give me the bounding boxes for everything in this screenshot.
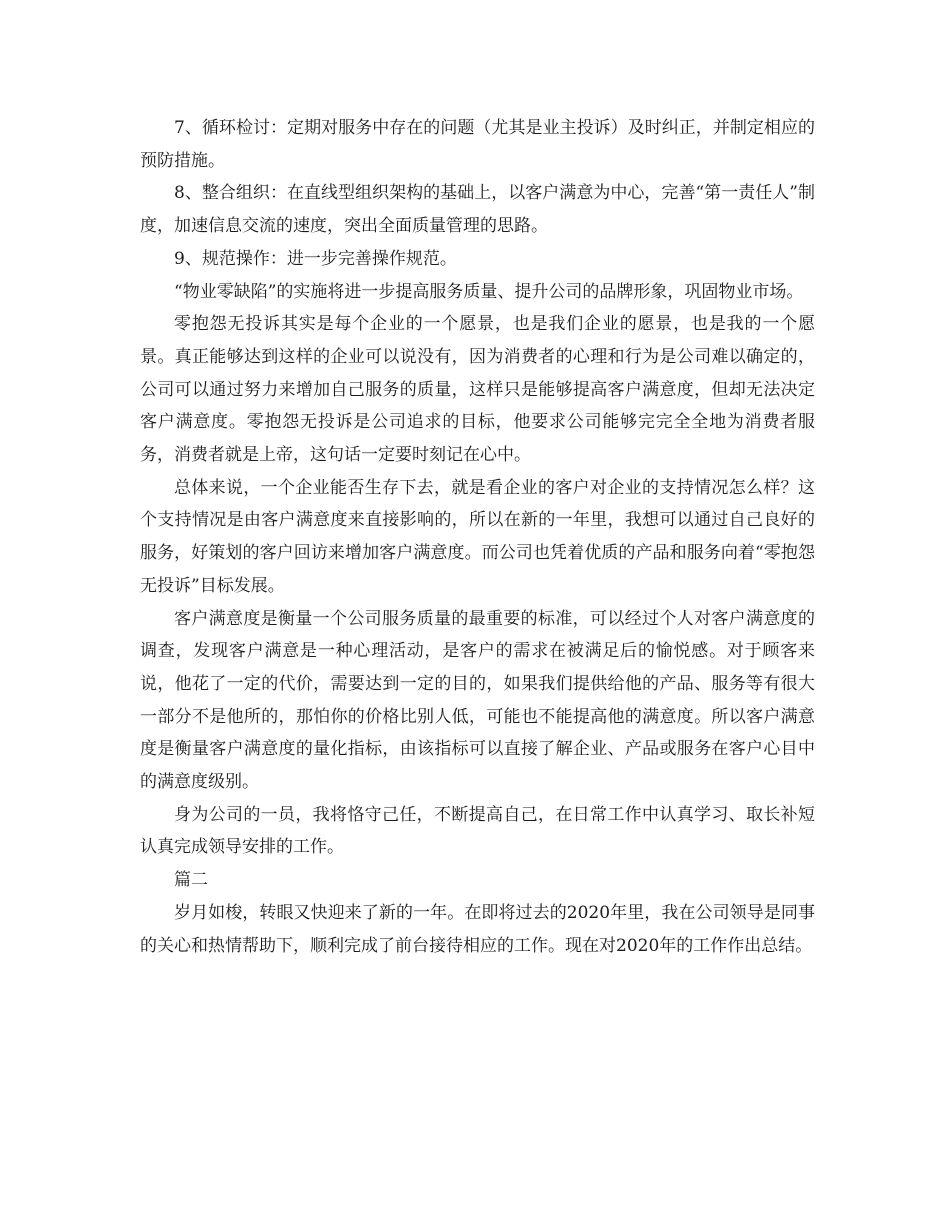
section-heading-part-two: 篇二 [174,870,208,891]
paragraph-item-9: 9、规范操作：进一步完善操作规范。 [174,248,457,269]
paragraph-zero-complaint-vision: 零抱怨无投诉其实是每个企业的一个愿景，也是我们企业的愿景，也是我的一个愿景。真正能够达到这样的企业可以说没有，因为消费者的心理和行为是公司难以确定的，公司可以通过努力来增加自己服务的质量，这样只是能够提高客户满意度，但却无法决定客户满意度。零抱怨无投诉是公司追求的目标，他要求公司能够完完全全地为消费者服务，消费者就是上帝，这句话一定要时刻记在心中。 [140,314,815,466]
document-page [140,112,815,962]
paragraph-customer-satisfaction: 客户满意度是衡量一个公司服务质量的最重要的标准，可以经过个人对客户满意度的调查，发现客户满意是一种心理活动，是客户的需求在被满足后的愉悦感。对于顾客来说，他花了一定的代价，需要达到一定的目的，如果我们提供给他的产品、服务等有很大一部分不是他所的，那怕你的价格比别人低，可能也不能提高他的满意度。所以客户满意度是衡量客户满意度的量化指标，由该指标可以直接了解企业、产品或服务在客户心目中的满意度级别。 [140,608,815,793]
paragraph-part-two-intro: 岁月如梭，转眼又快迎来了新的一年。在即将过去的2020年里，我在公司领导是同事的关心和热情帮助下，顺利完成了前台接待相应的工作。现在对2020年的工作作出总结。 [140,902,815,956]
paragraph-overall-summary: 总体来说，一个企业能否生存下去，就是看企业的客户对企业的支持情况怎么样？这个支持情况是由客户满意度来直接影响的，所以在新的一年里，我想可以通过自己良好的服务，好策划的客户回访来增加客户满意度。而公司也凭着优质的产品和服务向着“零抱怨无投诉”目标发展。 [140,477,815,596]
paragraph-commitment: 身为公司的一员，我将恪守己任，不断提高自己，在日常工作中认真学习、取长补短认真完成领导安排的工作。 [140,804,815,858]
paragraph-item-8: 8、整合组织：在直线型组织架构的基础上，以客户满意为中心，完善“第一责任人”制度，加速信息交流的速度，突出全面质量管理的思路。 [140,183,815,237]
paragraph-zero-defect: “物业零缺陷”的实施将进一步提高服务质量、提升公司的品牌形象，巩固物业市场。 [174,281,804,302]
paragraph-item-7: 7、循环检讨：定期对服务中存在的问题（尤其是业主投诉）及时纠正，并制定相应的预防措施。 [140,118,815,171]
